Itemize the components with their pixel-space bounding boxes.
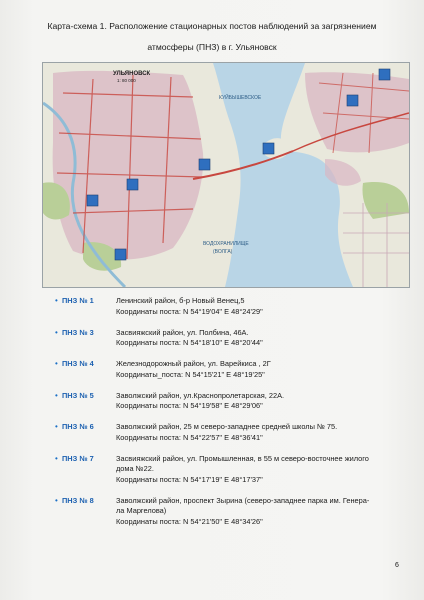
map-graphic xyxy=(43,63,409,287)
post-marker xyxy=(199,159,210,170)
post-marker xyxy=(379,69,390,80)
post-coordinates: Координаты поста: N 54°19'58" E 48°29'06" xyxy=(116,401,263,410)
bullet-icon: • xyxy=(55,327,58,337)
bullet-icon: • xyxy=(55,359,58,368)
post-entry-1 xyxy=(55,296,408,317)
map-label-city: УЛЬЯНОВСК xyxy=(113,71,151,77)
bullet-icon: • xyxy=(55,422,58,431)
post-coordinates: Координаты поста: N 54°21'50" E 48°34'26" xyxy=(116,516,263,526)
post-entry-5 xyxy=(55,390,408,412)
caption-line-1: Карта-схема 1. Расположение стационарных постов наблюдений за загрязнением xyxy=(47,21,377,31)
post-entry-3 xyxy=(55,327,408,349)
page-number: 6 xyxy=(395,562,399,569)
bullet-icon: • xyxy=(55,390,58,400)
post-code: ПНЗ № 3 xyxy=(62,327,94,337)
post-address: Железнодорожный район, ул. Варейкиса , 2Г xyxy=(116,359,271,368)
caption-line-2: атмосферы (ПНЗ) в г. Ульяновск xyxy=(147,42,277,52)
bullet-icon: • xyxy=(55,495,58,505)
map-label-reservoir-upper: КУЙБЫШЕВСКОЕ xyxy=(219,95,262,101)
post-address: Заволжский район, проспект Зырина (северо-западнее парка им. Генера- xyxy=(116,495,370,505)
post-entry-6 xyxy=(55,422,408,443)
post-marker xyxy=(263,143,274,154)
post-address-cont: ла Маргелова) xyxy=(116,506,167,515)
post-entry-7 xyxy=(55,453,408,486)
post-coordinates: Координаты_поста: N 54°15'21" E 48°19'25" xyxy=(116,369,265,379)
map-label-volga: (ВОЛГА) xyxy=(213,249,233,255)
post-marker xyxy=(127,179,138,190)
post-code: ПНЗ № 5 xyxy=(62,390,94,400)
post-marker xyxy=(87,195,98,206)
post-marker xyxy=(347,95,358,106)
city-map xyxy=(42,62,410,288)
post-address: Засвияжский район, ул. Полбина, 46А. xyxy=(116,327,249,337)
post-coordinates: Координаты поста: N 54°19'04" E 48°24'29" xyxy=(116,306,263,316)
post-coordinates: Координаты поста: N 54°18'10" E 48°20'44" xyxy=(116,338,263,347)
post-code: ПНЗ № 7 xyxy=(62,453,94,463)
post-address: Ленинский район, б-р Новый Венец,5 xyxy=(116,296,245,305)
post-coordinates: Координаты поста: N 54°22'57" E 48°36'41" xyxy=(116,432,263,442)
post-marker xyxy=(115,249,126,260)
post-code: ПНЗ № 4 xyxy=(62,359,94,368)
post-code: ПНЗ № 1 xyxy=(62,296,94,305)
map-caption xyxy=(30,16,394,58)
post-entry-8 xyxy=(55,495,408,528)
post-address: Заволжский район, ул.Краснопролетарская, 22А. xyxy=(116,390,285,400)
map-label-scale: 1: 80 000 xyxy=(117,78,136,83)
map-label-reservoir-lower: ВОДОХРАНИЛИЩЕ xyxy=(203,241,249,247)
post-list xyxy=(55,296,408,538)
post-coordinates: Координаты поста: N 54°17'19" E 48°17'37" xyxy=(116,474,263,484)
post-code: ПНЗ № 8 xyxy=(62,495,94,505)
post-address: Засвияжский район, ул. Промышленная, в 55 м северо-восточнее жилого xyxy=(116,453,369,463)
post-code: ПНЗ № 6 xyxy=(62,422,94,431)
post-address-cont: дома №22. xyxy=(116,464,154,473)
bullet-icon: • xyxy=(55,453,58,463)
post-address: Заволжский район, 25 м северо-западнее средней школы № 75. xyxy=(116,422,338,431)
bullet-icon: • xyxy=(55,296,58,305)
post-entry-4 xyxy=(55,359,408,380)
